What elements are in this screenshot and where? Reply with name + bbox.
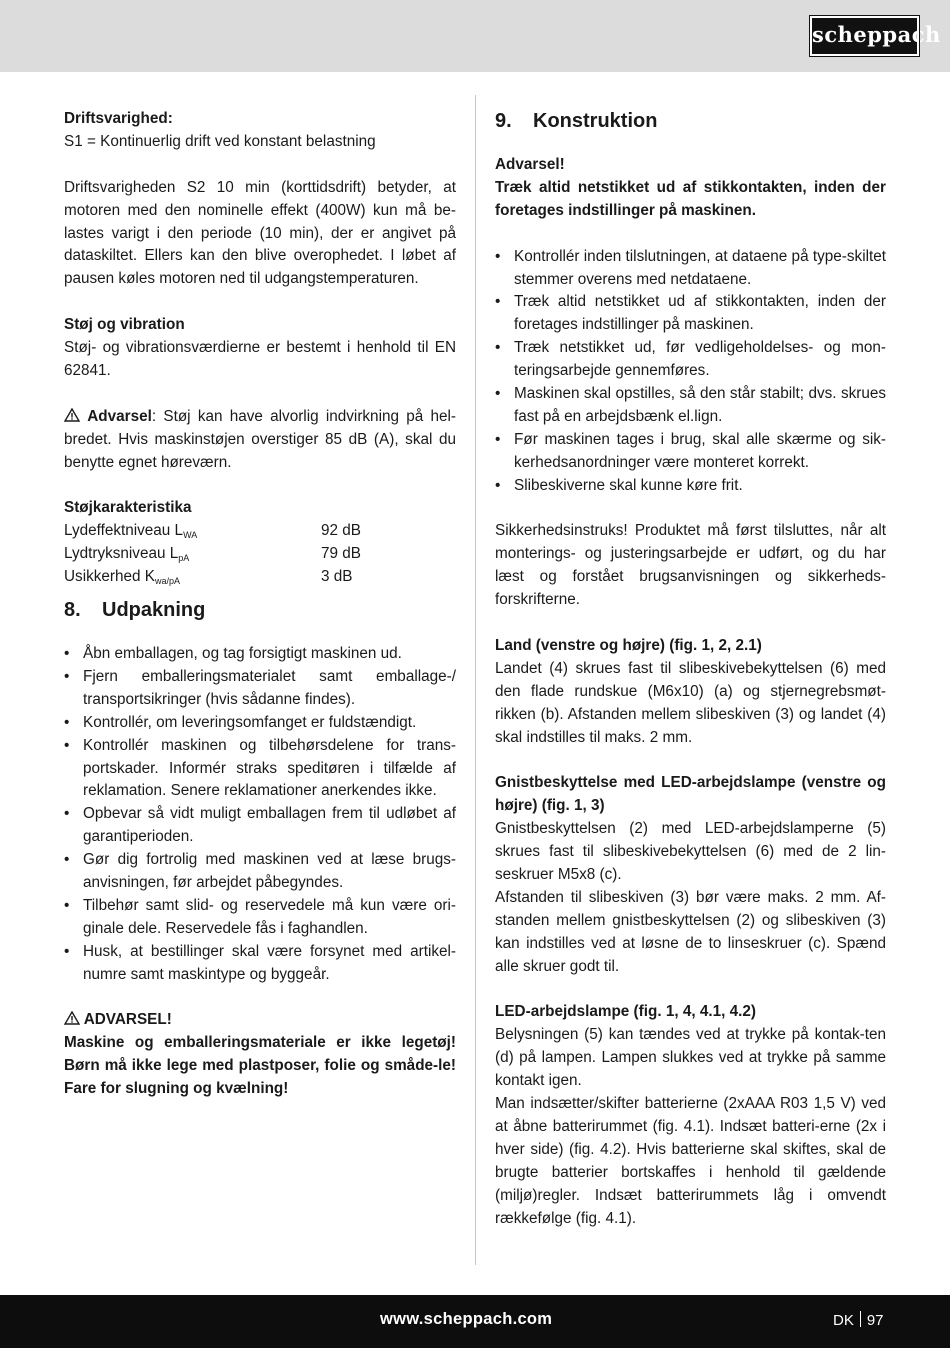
right-column — [495, 108, 886, 1231]
list-item: • Kontrollér, om leveringsomfanget er fuldstændigt. — [64, 712, 456, 735]
noise-label-sub: wa/pA — [154, 576, 180, 587]
spark-guard-text: Afstanden til slibeskiven (3) bør være maks. 2 mm. Af-standen mellem gnistbeskyttelsen (2) og slibeskiven (3) kan indstilles ved at løsne de to linseskruer (c). Spænd alle skruer godt til. — [495, 888, 886, 975]
noise-value: 3 dB — [321, 568, 353, 586]
page-info — [833, 1311, 884, 1329]
noise-value: 92 dB — [321, 522, 361, 540]
section-number: 8. — [64, 598, 81, 621]
noise-row-pressure — [64, 543, 456, 566]
noise-row-power — [64, 520, 456, 543]
section-9-heading — [495, 108, 886, 134]
list-item: • Før maskinen tages i brug, skal alle skærme og sik-kerhedsanordninger være monteret korrekt. — [495, 429, 886, 475]
left-column — [64, 108, 456, 1101]
noise-row-uncertainty — [64, 566, 456, 589]
list-item: • Husk, at bestillinger skal være forsynet med artikel-numre samt maskintype og byggeår. — [64, 941, 456, 987]
list-item: • Maskinen skal opstilles, så den står stabilt; dvs. skrues fast på en arbejdsbænk el.lign. — [495, 383, 886, 429]
noise-label: Lydeffektniveau L — [64, 522, 184, 540]
spark-guard-heading: Gnistbeskyttelse med LED-arbejdslampe (venstre og højre) (fig. 1, 3) — [495, 774, 886, 815]
website-link[interactable]: www.scheppach.com — [380, 1310, 553, 1328]
spark-guard-text: Gnistbeskyttelsen (2) med LED-arbejdslamperne (5) skrues fast til slibeskivebekyttelsen (6) med de 2 lin-seskruer M5x8 (c). — [495, 820, 886, 884]
section-number: 9. — [495, 110, 512, 132]
list-item: • Gør dig fortrolig med maskinen ved at læse brugs-anvisningen, før arbejdet påbegyndes. — [64, 849, 456, 895]
scheppach-logo: scheppach — [810, 16, 919, 56]
separator — [860, 1311, 861, 1327]
noise-warning — [64, 406, 456, 475]
noise-characteristics-heading: Støjkarakteristika — [64, 499, 192, 517]
noise-value: 79 dB — [321, 545, 361, 563]
warning-text: Træk altid netstikket ud af stikkontakten, inden der foretages indstillinger på maskinen. — [495, 178, 886, 219]
list-item: • Tilbehør samt slid- og reservedele må kun være ori-ginale dele. Reservedele fås i faghandlen. — [64, 895, 456, 941]
page-number: 97 — [866, 1312, 884, 1329]
safety-instruction: Sikkerhedsinstruks! Produktet må først tilsluttes, når alt monterings- og justeringsarbejde er udført, og du har læst og forstået brugsanvisningen og sikkerheds-forskrifterne. — [495, 522, 886, 609]
noise-text: Støj- og vibrationsværdierne er bestemt i henhold til EN 62841. — [64, 339, 456, 379]
language-code: DK — [833, 1312, 854, 1329]
warning-text: : Støj kan have alvorlig indvirkning på hel-bredet. Hvis maskinstøjen overstiger 85 dB (A), skal du benytte egnet høreværn. — [64, 407, 456, 471]
led-text: Belysningen (5) kan tændes ved at trykke på kontak-ten (d) på lampen. Lampen slukkes ved at trykke på samme kontakt igen. — [495, 1026, 886, 1090]
unpacking-list — [64, 643, 456, 987]
list-item: • Slibeskiverne skal kunne køre frit. — [495, 475, 886, 498]
noise-label-sub: pA — [178, 553, 190, 564]
list-item: • Træk altid netstikket ud af stikkontakten, inden der foretages indstillinger på maskinen. — [495, 291, 886, 337]
warning-heading: Advarsel! — [495, 156, 565, 173]
noise-heading: Støj og vibration — [64, 316, 185, 334]
list-item: • Opbevar så vidt muligt emballagen frem til udløbet af garantiperioden. — [64, 803, 456, 849]
led-text: Man indsætter/skifter batterierne (2xAAA R03 1,5 V) ved at åbne batterirummet (fig. 4.1). Indsæt batteri-erne (2x i hver side) (fig. 4.2). Hvis batterierne skal skiftes, skal de brugte batterier bortskaffes i henhold til gældende (miljø)regler. Indsæt batterirummets låg i omvendt rækkefølge (fig. 4.1). — [495, 1095, 886, 1227]
caution-text: Maskine og emballeringsmateriale er ikke legetøj! Børn må ikke lege med plastposer, folie og småde-le! Fare for slugning og kvælning! — [64, 1034, 456, 1098]
column-divider — [475, 95, 476, 1265]
list-item: • Kontrollér inden tilslutningen, at dataene på type-skiltet stemmer overens med netdataene. — [495, 246, 886, 292]
duty-heading: Driftsvarighed: — [64, 110, 173, 127]
list-item: • Træk netstikket ud, før vedligeholdelses- og mon-teringsarbejde gennemføres. — [495, 337, 886, 383]
footer-bar — [0, 1295, 950, 1348]
list-item: • Fjern emballeringsmaterialet samt emballage-/ transportsikringer (hvis sådanne findes). — [64, 666, 456, 712]
section-title: Konstruktion — [533, 110, 658, 132]
section-8-heading — [64, 597, 456, 623]
list-item: • Åbn emballagen, og tag forsigtigt maskinen ud. — [64, 643, 456, 666]
caution-heading — [64, 1009, 456, 1032]
warning-label: Advarsel — [87, 407, 152, 425]
caution-label: ADVARSEL! — [83, 1011, 172, 1029]
noise-label: Usikkerhed K — [64, 568, 155, 586]
warning-triangle-icon — [64, 408, 80, 422]
noise-label: Lydtryksniveau L — [64, 545, 179, 563]
led-heading: LED-arbejdslampe (fig. 1, 4, 4.1, 4.2) — [495, 1003, 756, 1021]
header-bar — [0, 0, 950, 72]
section-title: Udpakning — [102, 598, 206, 621]
construction-list — [495, 246, 886, 498]
noise-label-sub: WA — [183, 530, 198, 541]
rest-text: Landet (4) skrues fast til slibeskivebekyttelsen (6) med den flade rundskue (M6x10) (a) og stjernegrebsmøt-rikken (b). Afstanden mellem slibeskiven (3) og landet (4) skal indstilles til maks. 2 mm. — [495, 659, 886, 746]
duty-s1-text: S1 = Kontinuerlig drift ved konstant belastning — [64, 132, 376, 150]
warning-triangle-icon — [64, 1011, 80, 1025]
rest-heading: Land (venstre og højre) (fig. 1, 2, 2.1) — [495, 636, 762, 654]
duty-s2-text: Driftsvarigheden S2 10 min (korttidsdrift) betyder, at motoren med den nominelle effekt (400W) kun må be-lastes varigt i den periode (10 min), der er angivet på dataskiltet. Ellers kan den blive overophedet. I løbet af pausen køles motoren ned til udgangstemperaturen. — [64, 178, 456, 288]
list-item: • Kontrollér maskinen og tilbehørsdelene for trans-portskader. Informér straks speditøren i tilfælde af reklamation. Senere reklamationer anerkendes ikke. — [64, 735, 456, 804]
